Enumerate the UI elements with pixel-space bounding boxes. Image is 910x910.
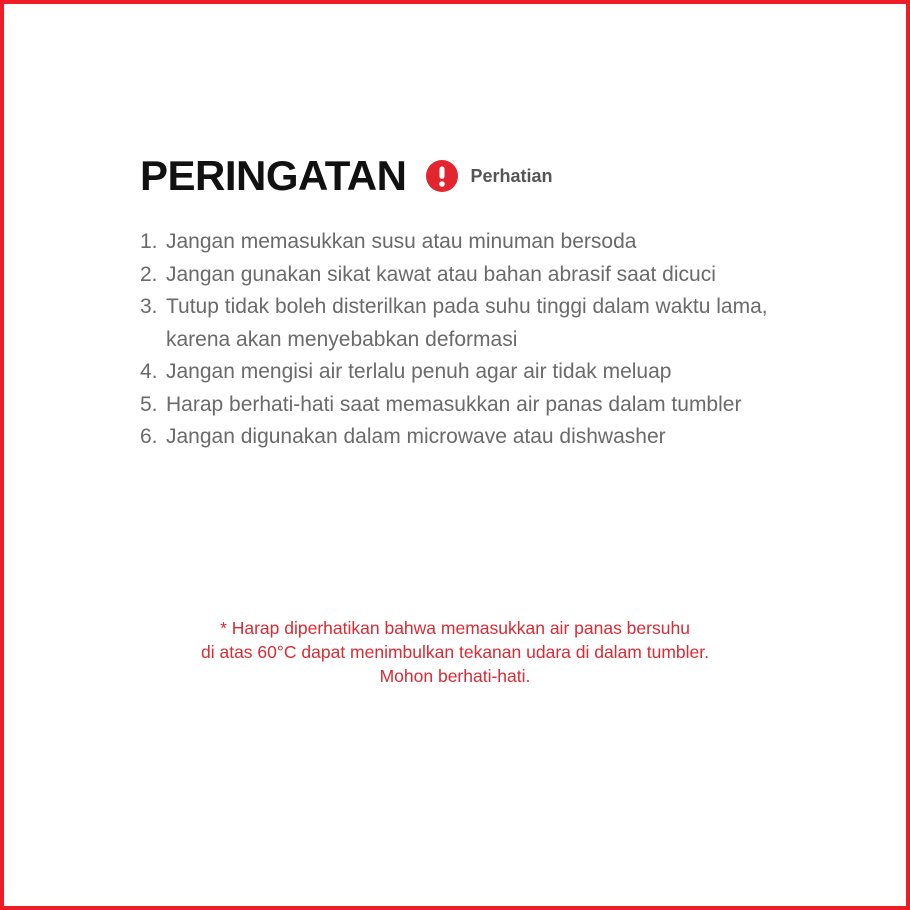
warning-header <box>140 150 552 202</box>
warning-list <box>140 226 780 454</box>
header-subtitle: Perhatian <box>470 166 553 186</box>
list-item <box>140 259 780 292</box>
list-item-text: Jangan gunakan sikat kawat atau bahan abrasif saat dicuci <box>166 262 716 286</box>
list-item-number: 4. <box>140 360 158 383</box>
list-item-text: Jangan mengisi air terlalu penuh agar air tidak meluap <box>166 360 672 383</box>
note-line: di atas 60°C dapat menimbulkan tekanan udara di dalam tumbler. <box>201 642 709 662</box>
list-item <box>140 291 780 356</box>
list-item-number: 1. <box>140 230 158 253</box>
hot-water-note <box>100 616 810 688</box>
page-title: PERINGATAN <box>140 152 407 199</box>
list-item-number: 5. <box>140 392 158 416</box>
list-item-text: Tutup tidak boleh disterilkan pada suhu tinggi dalam waktu lama, karena akan menyebabkan deformasi <box>166 295 768 351</box>
list-item <box>140 389 780 422</box>
list-item-text: Harap berhati-hati saat memasukkan air panas dalam tumbler <box>166 392 742 416</box>
list-item-text: Jangan digunakan dalam microwave atau dishwasher <box>166 425 666 448</box>
list-item <box>140 226 780 259</box>
list-item-number: 6. <box>140 425 158 448</box>
list-item-text: Jangan memasukkan susu atau minuman bersoda <box>166 230 637 253</box>
exclamation-circle-icon <box>426 160 458 192</box>
list-item-number: 3. <box>140 295 158 318</box>
note-line: Mohon berhati-hati. <box>379 666 531 686</box>
note-line: * Harap diperhatikan bahwa memasukkan air panas bersuhu <box>220 618 690 638</box>
list-item <box>140 421 780 454</box>
list-item-number: 2. <box>140 262 158 286</box>
list-item <box>140 356 780 389</box>
